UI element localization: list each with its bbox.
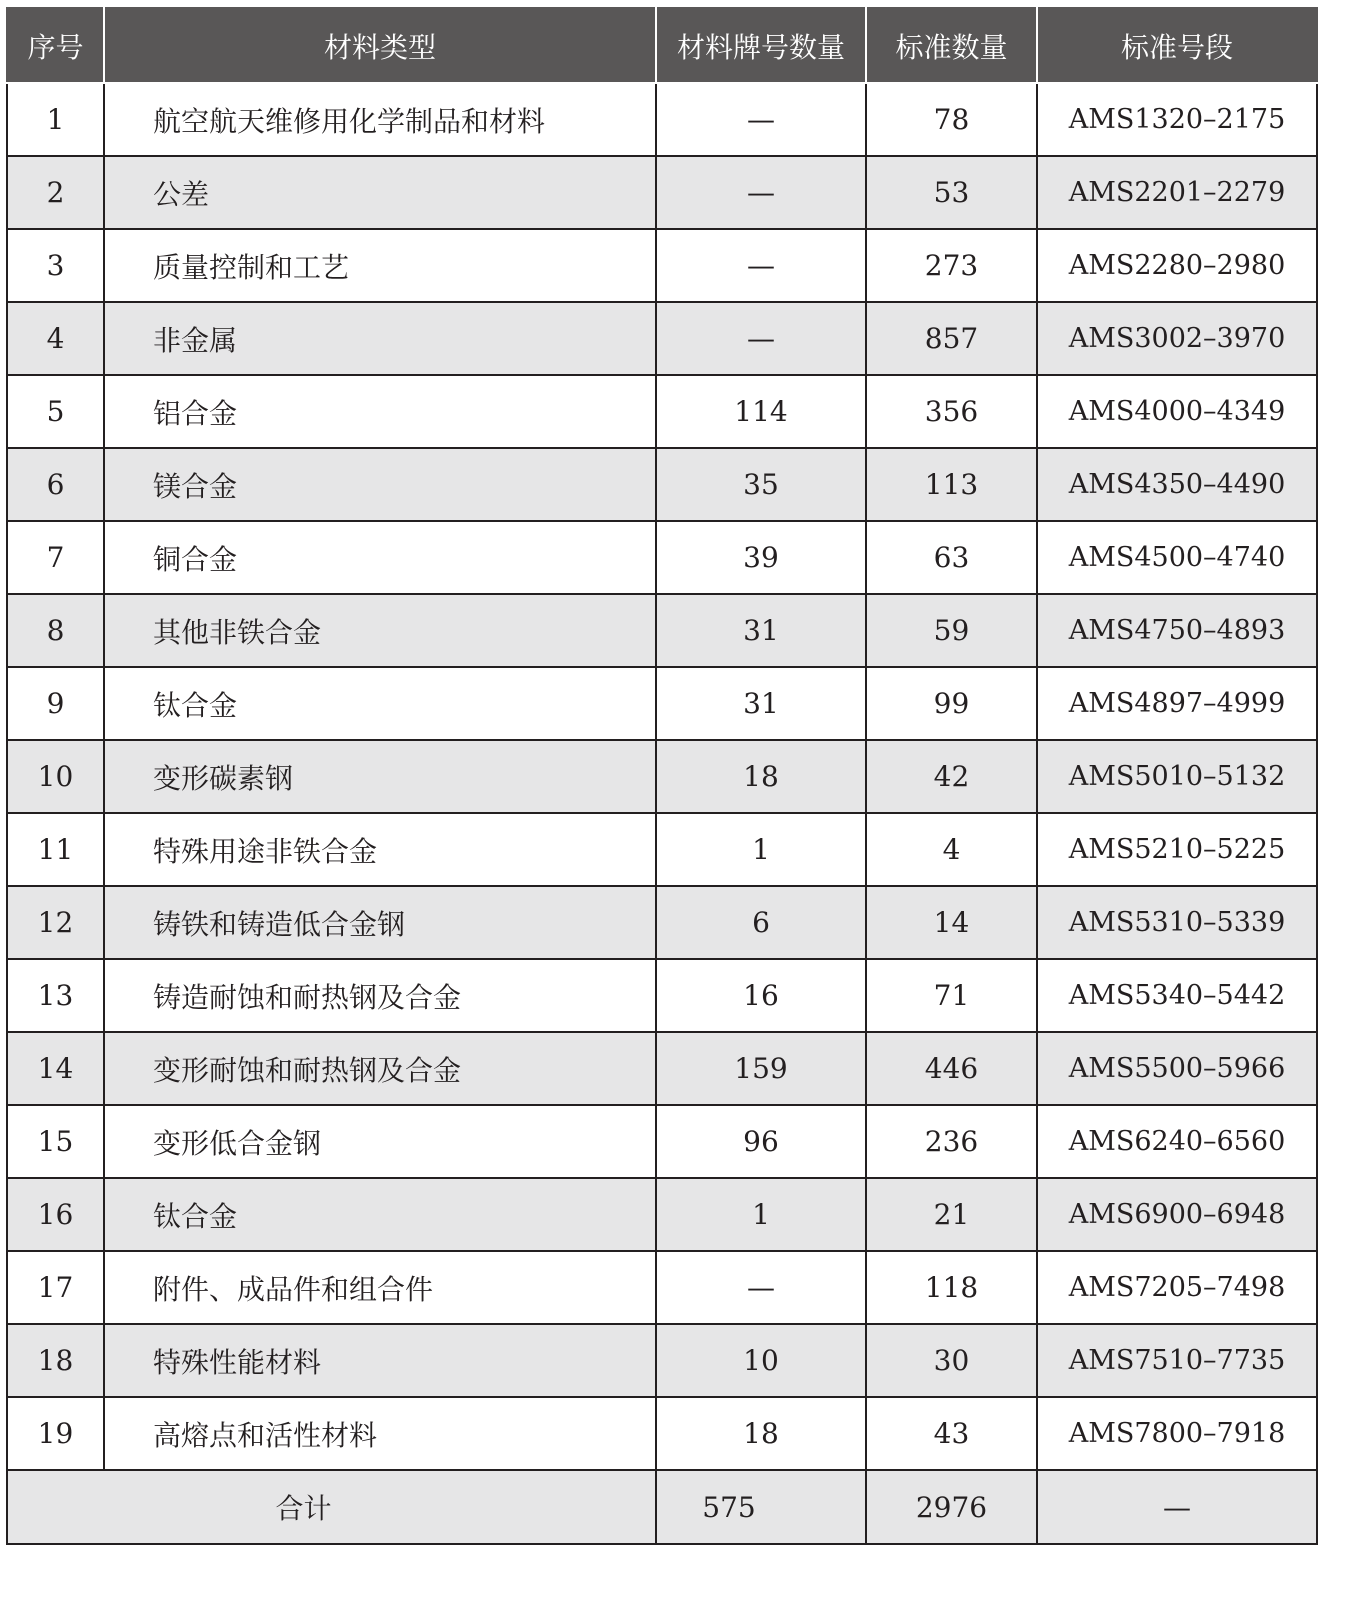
table-row — [7, 229, 1317, 302]
cell-standard-count: 857 — [866, 302, 1037, 375]
cell-standard-range: AMS2280–2980 — [1037, 229, 1317, 302]
cell-material-type: 变形低合金钢 — [104, 1105, 656, 1178]
table-row — [7, 448, 1317, 521]
total-materials-value: 575 — [702, 1490, 756, 1524]
cell-standard-count: 63 — [866, 521, 1037, 594]
table-row — [7, 302, 1317, 375]
cell-material-count: — — [656, 302, 866, 375]
cell-standard-range: AMS5310–5339 — [1037, 886, 1317, 959]
table-row — [7, 740, 1317, 813]
table-row — [7, 1397, 1317, 1470]
cell-material-count: 96 — [656, 1105, 866, 1178]
cell-no: 16 — [7, 1178, 104, 1251]
cell-material-type: 特殊性能材料 — [104, 1324, 656, 1397]
cell-standard-count: 118 — [866, 1251, 1037, 1324]
cell-standard-range: AMS5500–5966 — [1037, 1032, 1317, 1105]
cell-standard-count: 356 — [866, 375, 1037, 448]
header-standard-count: 标准数量 — [866, 8, 1037, 83]
cell-no: 12 — [7, 886, 104, 959]
ams-standards-table — [6, 7, 1318, 1545]
cell-standard-range: AMS5010–5132 — [1037, 740, 1317, 813]
cell-standard-count: 236 — [866, 1105, 1037, 1178]
cell-material-count: 1 — [656, 1178, 866, 1251]
cell-no: 15 — [7, 1105, 104, 1178]
table-row — [7, 375, 1317, 448]
cell-no: 9 — [7, 667, 104, 740]
table-row — [7, 1032, 1317, 1105]
cell-material-type: 公差 — [104, 156, 656, 229]
cell-material-type: 钛合金 — [104, 667, 656, 740]
cell-standard-range: AMS6900–6948 — [1037, 1178, 1317, 1251]
cell-material-type: 铝合金 — [104, 375, 656, 448]
cell-no: 1 — [7, 83, 104, 156]
cell-material-type: 钛合金 — [104, 1178, 656, 1251]
cell-no: 2 — [7, 156, 104, 229]
cell-no: 18 — [7, 1324, 104, 1397]
header-material-type: 材料类型 — [104, 8, 656, 83]
cell-no: 7 — [7, 521, 104, 594]
cell-standard-count: 446 — [866, 1032, 1037, 1105]
cell-no: 6 — [7, 448, 104, 521]
cell-standard-count: 4 — [866, 813, 1037, 886]
cell-standard-range: AMS4350–4490 — [1037, 448, 1317, 521]
cell-material-type: 质量控制和工艺 — [104, 229, 656, 302]
table-row — [7, 1251, 1317, 1324]
cell-material-type: 铜合金 — [104, 521, 656, 594]
header-no: 序号 — [7, 8, 104, 83]
cell-no: 10 — [7, 740, 104, 813]
table-row — [7, 1105, 1317, 1178]
table-row — [7, 886, 1317, 959]
cell-no: 19 — [7, 1397, 104, 1470]
cell-standard-range: AMS4897–4999 — [1037, 667, 1317, 740]
cell-standard-range: AMS3002–3970 — [1037, 302, 1317, 375]
table-row — [7, 521, 1317, 594]
cell-standard-range: AMS2201–2279 — [1037, 156, 1317, 229]
table-header-row — [7, 8, 1317, 83]
cell-standard-count: 14 — [866, 886, 1037, 959]
cell-material-count: 1 — [656, 813, 866, 886]
cell-material-type: 其他非铁合金 — [104, 594, 656, 667]
cell-material-type: 附件、成品件和组合件 — [104, 1251, 656, 1324]
table-row — [7, 594, 1317, 667]
cell-material-type: 变形耐蚀和耐热钢及合金 — [104, 1032, 656, 1105]
cell-no: 5 — [7, 375, 104, 448]
cell-material-count: 6 — [656, 886, 866, 959]
cell-material-count: 31 — [656, 594, 866, 667]
total-label — [7, 1470, 656, 1544]
cell-material-type: 非金属 — [104, 302, 656, 375]
cell-standard-range: AMS7800–7918 — [1037, 1397, 1317, 1470]
cell-standard-count: 113 — [866, 448, 1037, 521]
cell-material-count: 159 — [656, 1032, 866, 1105]
cell-standard-range: AMS4000–4349 — [1037, 375, 1317, 448]
table-row — [7, 83, 1317, 156]
cell-material-type: 铸造耐蚀和耐热钢及合金 — [104, 959, 656, 1032]
cell-material-count: 31 — [656, 667, 866, 740]
cell-standard-range: AMS4750–4893 — [1037, 594, 1317, 667]
cell-material-type: 航空航天维修用化学制品和材料 — [104, 83, 656, 156]
cell-material-count: — — [656, 1251, 866, 1324]
cell-standard-count: 30 — [866, 1324, 1037, 1397]
header-material-count: 材料牌号数量 — [656, 8, 866, 83]
cell-material-count: — — [656, 229, 866, 302]
cell-standard-range: AMS7510–7735 — [1037, 1324, 1317, 1397]
cell-standard-count: 53 — [866, 156, 1037, 229]
cell-material-count: 18 — [656, 740, 866, 813]
cell-standard-count: 78 — [866, 83, 1037, 156]
cell-material-type: 高熔点和活性材料 — [104, 1397, 656, 1470]
cell-material-count: 114 — [656, 375, 866, 448]
total-materials — [656, 1470, 866, 1544]
table-body — [7, 83, 1317, 1470]
cell-material-type: 铸铁和铸造低合金钢 — [104, 886, 656, 959]
cell-standard-count: 43 — [866, 1397, 1037, 1470]
cell-standard-count: 71 — [866, 959, 1037, 1032]
total-row — [7, 1470, 1317, 1544]
table-row — [7, 667, 1317, 740]
cell-material-count: — — [656, 83, 866, 156]
cell-standard-range: AMS1320–2175 — [1037, 83, 1317, 156]
cell-no: 13 — [7, 959, 104, 1032]
cell-material-count: 35 — [656, 448, 866, 521]
cell-standard-count: 99 — [866, 667, 1037, 740]
table-row — [7, 813, 1317, 886]
cell-standard-range: AMS5340–5442 — [1037, 959, 1317, 1032]
cell-no: 14 — [7, 1032, 104, 1105]
cell-material-count: 18 — [656, 1397, 866, 1470]
cell-standard-range: AMS6240–6560 — [1037, 1105, 1317, 1178]
cell-material-type: 镁合金 — [104, 448, 656, 521]
cell-material-count: 16 — [656, 959, 866, 1032]
cell-no: 17 — [7, 1251, 104, 1324]
table-row — [7, 959, 1317, 1032]
total-range: — — [1037, 1470, 1317, 1544]
cell-standard-range: AMS7205–7498 — [1037, 1251, 1317, 1324]
cell-no: 3 — [7, 229, 104, 302]
cell-standard-count: 21 — [866, 1178, 1037, 1251]
cell-standard-count: 59 — [866, 594, 1037, 667]
cell-standard-count: 273 — [866, 229, 1037, 302]
cell-material-count: 10 — [656, 1324, 866, 1397]
table-row — [7, 156, 1317, 229]
cell-material-count: 39 — [656, 521, 866, 594]
total-standards: 2976 — [866, 1470, 1037, 1544]
header-standard-range: 标准号段 — [1037, 8, 1317, 83]
cell-standard-count: 42 — [866, 740, 1037, 813]
table-row — [7, 1178, 1317, 1251]
table-row — [7, 1324, 1317, 1397]
cell-material-count: — — [656, 156, 866, 229]
cell-no: 11 — [7, 813, 104, 886]
total-label-text: 合计 — [275, 1492, 332, 1525]
cell-material-type: 特殊用途非铁合金 — [104, 813, 656, 886]
cell-material-type: 变形碳素钢 — [104, 740, 656, 813]
cell-no: 8 — [7, 594, 104, 667]
cell-standard-range: AMS5210–5225 — [1037, 813, 1317, 886]
cell-no: 4 — [7, 302, 104, 375]
cell-standard-range: AMS4500–4740 — [1037, 521, 1317, 594]
